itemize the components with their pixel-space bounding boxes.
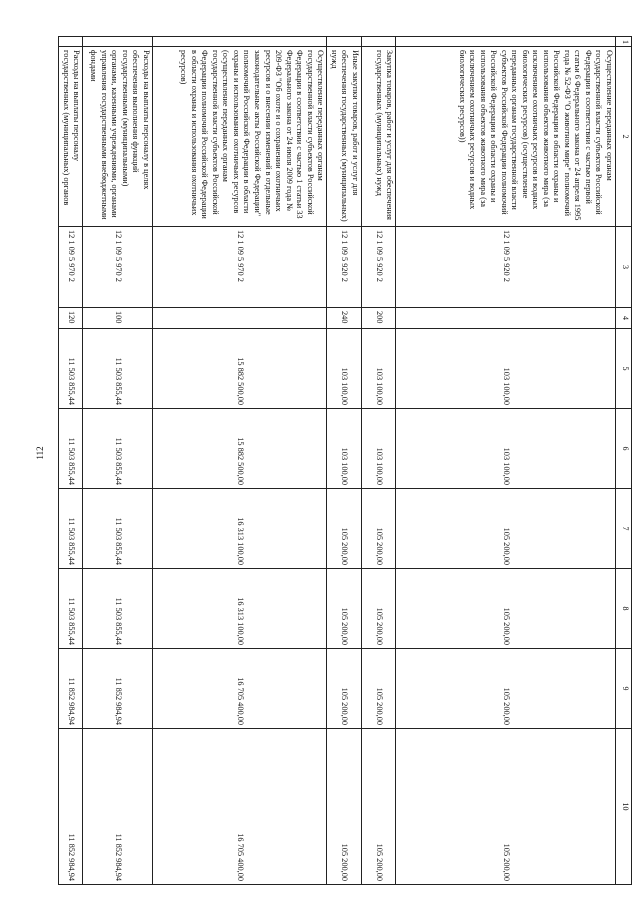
code-cell: 12 1 09 5 970 2 xyxy=(83,227,153,308)
amount-cell: 105 200,00 xyxy=(362,489,396,569)
expense-type-cell xyxy=(396,308,616,329)
item-name-cell: Расходы на выплаты персоналу в целях обеспечения выполнения функций государственными (муниципальными) органами, казенными учреждениями, органами управления государственными внебюджетными фондами xyxy=(83,47,153,227)
amount-cell: 105 200,00 xyxy=(362,649,396,729)
row-number-cell xyxy=(59,37,83,47)
col-header-3: 3 xyxy=(616,227,632,308)
row-number-cell xyxy=(83,37,153,47)
row-number-cell xyxy=(396,37,616,47)
amount-cell: 105 200,00 xyxy=(362,729,396,885)
amount-cell: 11 503 855,44 xyxy=(83,489,153,569)
page-number: 112 xyxy=(35,446,45,460)
amount-cell: 103 100,00 xyxy=(362,329,396,409)
amount-cell: 103 100,00 xyxy=(327,409,362,489)
amount-cell: 105 200,00 xyxy=(327,569,362,649)
amount-cell: 103 100,00 xyxy=(327,329,362,409)
expense-type-cell: 240 xyxy=(327,308,362,329)
amount-cell: 16 705 400,00 xyxy=(152,649,326,729)
amount-cell: 11 852 984,94 xyxy=(59,649,83,729)
amount-cell: 11 503 855,44 xyxy=(59,409,83,489)
row-number-cell xyxy=(152,37,326,47)
amount-cell: 15 882 500,00 xyxy=(152,329,326,409)
amount-cell: 103 100,00 xyxy=(396,329,616,409)
amount-cell: 16 313 100,00 xyxy=(152,569,326,649)
amount-cell: 11 503 855,44 xyxy=(59,489,83,569)
table-row xyxy=(362,37,396,885)
amount-cell: 11 503 855,44 xyxy=(59,329,83,409)
amount-cell: 11 852 984,94 xyxy=(59,729,83,885)
expense-type-cell: 100 xyxy=(83,308,153,329)
amount-cell: 11 852 984,94 xyxy=(83,729,153,885)
amount-cell: 103 100,00 xyxy=(362,409,396,489)
table-row xyxy=(327,37,362,885)
amount-cell: 103 100,00 xyxy=(396,409,616,489)
expense-type-cell xyxy=(152,308,326,329)
item-name-cell: Закупка товаров, работ и услуг для обеспечения государственных (муниципальных) нужд xyxy=(362,47,396,227)
table-row xyxy=(396,37,616,885)
amount-cell: 16 705 400,00 xyxy=(152,729,326,885)
col-header-1: 1 xyxy=(616,37,632,47)
col-header-7: 7 xyxy=(616,489,632,569)
amount-cell: 105 200,00 xyxy=(327,649,362,729)
table-row xyxy=(152,37,326,885)
budget-table xyxy=(58,36,632,885)
item-name-cell: Осуществление переданных органам государственной власти субъектов Российской Федерации в соответствии с частью первой статьи 6 Федерального закона от 24 апреля 1995 года № 52-ФЗ "О животном мире" полномочий Российской Федерации в области охраны и использования объектов животного мира (за исключением охотничьих ресурсов и водных биологических ресурсов) (осуществление переданных органам государственной власти субъектов Российской Федерации полномочий Российской Федерации в области охраны и использования объектов животного мира (за исключением охотничьих ресурсов и водных биологических ресурсов)) xyxy=(396,47,616,227)
amount-cell: 105 200,00 xyxy=(396,649,616,729)
table-row xyxy=(83,37,153,885)
amount-cell: 11 503 855,44 xyxy=(83,329,153,409)
amount-cell: 11 852 984,94 xyxy=(83,649,153,729)
row-number-cell xyxy=(327,37,362,47)
amount-cell: 105 200,00 xyxy=(362,569,396,649)
amount-cell: 105 200,00 xyxy=(396,729,616,885)
code-cell: 12 1 09 5 970 2 xyxy=(59,227,83,308)
col-header-2: 2 xyxy=(616,47,632,227)
amount-cell: 105 200,00 xyxy=(327,729,362,885)
amount-cell: 15 882 500,00 xyxy=(152,409,326,489)
header-row xyxy=(616,37,632,885)
amount-cell: 105 200,00 xyxy=(396,569,616,649)
amount-cell: 105 200,00 xyxy=(327,489,362,569)
col-header-6: 6 xyxy=(616,409,632,489)
amount-cell: 105 200,00 xyxy=(396,489,616,569)
rotated-table-wrapper xyxy=(58,36,632,884)
col-header-10: 10 xyxy=(616,729,632,885)
expense-type-cell: 200 xyxy=(362,308,396,329)
code-cell: 12 1 09 5 920 2 xyxy=(362,227,396,308)
expense-type-cell: 120 xyxy=(59,308,83,329)
item-name-cell: Расходы на выплаты персоналу государственных (муниципальных) органов xyxy=(59,47,83,227)
code-cell: 12 1 09 5 920 2 xyxy=(327,227,362,308)
amount-cell: 16 313 100,00 xyxy=(152,489,326,569)
amount-cell: 11 503 855,44 xyxy=(83,409,153,489)
table-row xyxy=(59,37,83,885)
code-cell: 12 1 09 5 970 2 xyxy=(152,227,326,308)
code-cell: 12 1 09 5 920 2 xyxy=(396,227,616,308)
col-header-5: 5 xyxy=(616,329,632,409)
col-header-8: 8 xyxy=(616,569,632,649)
amount-cell: 11 503 855,44 xyxy=(59,569,83,649)
col-header-9: 9 xyxy=(616,649,632,729)
amount-cell: 11 503 855,44 xyxy=(83,569,153,649)
item-name-cell: Иные закупки товаров, работ и услуг для обеспечения государственных (муниципальных) нужд xyxy=(327,47,362,227)
row-number-cell xyxy=(362,37,396,47)
item-name-cell: Осуществление переданных органам государственной власти субъектов Российской Федерации в соответствии с частью 1 статьи 33 Федерального закона от 24 июля 2009 года № 209-ФЗ "Об охоте и о сохранении охотничьих ресурсов и о внесении изменений в отдельные законодательные акты Российской Федерации" полномочий Российской Федерации в области охраны и использования охотничьих ресурсов (осуществление переданных органам государственной власти субъектов Российской Федерации полномочий Российской Федерации в области охраны и использования охотничьих ресурсов) xyxy=(152,47,326,227)
col-header-4: 4 xyxy=(616,308,632,329)
